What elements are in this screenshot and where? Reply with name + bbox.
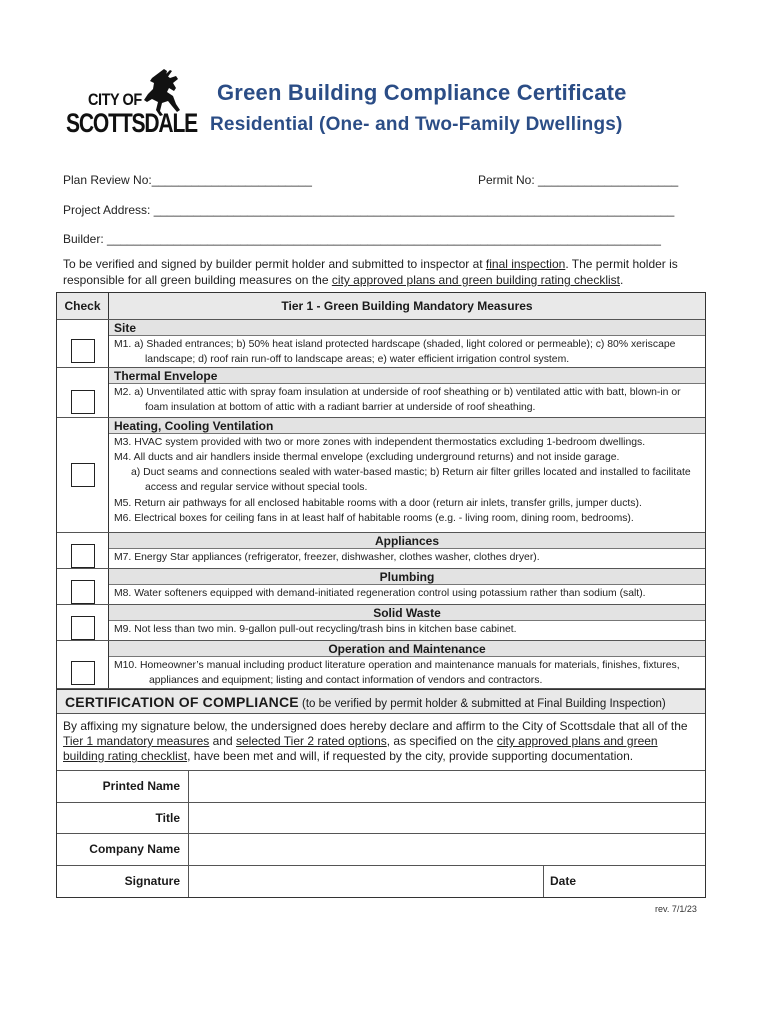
- section-hvac: [57, 418, 705, 533]
- checkbox-m2[interactable]: [71, 390, 95, 414]
- checkbox-cell: [57, 418, 109, 532]
- certification-heading: [57, 690, 705, 714]
- section-content: [109, 605, 705, 640]
- measure-m8: M8. Water softeners equipped with demand-initiated regeneration control using potassium rather than sodium (salt).: [114, 588, 646, 599]
- signature-label: Signature: [57, 866, 189, 898]
- title-input[interactable]: [189, 803, 705, 834]
- logo-city-text: CITY OF: [88, 90, 142, 109]
- cert-text-4: , have been met and will, if requested by the city, provide supporting documentation.: [187, 749, 634, 763]
- checkbox-cell: [57, 641, 109, 688]
- section-content: [109, 641, 705, 688]
- cert-approved-plans-link[interactable]: city approved plans and green building rating checklist: [63, 734, 658, 763]
- category-operation-maintenance: Operation and Maintenance: [109, 641, 705, 657]
- checkbox-cell: [57, 605, 109, 640]
- date-field[interactable]: Date: [550, 874, 577, 889]
- signature-row: [57, 866, 705, 898]
- checkbox-cell: [57, 533, 109, 568]
- section-content: [109, 320, 705, 367]
- certification-title: CERTIFICATION OF COMPLIANCE: [65, 694, 299, 710]
- printed-name-label: Printed Name: [57, 771, 189, 802]
- category-appliances: Appliances: [109, 533, 705, 549]
- certification-note: (to be verified by permit holder & submitted at Final Building Inspection): [298, 698, 666, 710]
- checkbox-m7[interactable]: [71, 544, 95, 568]
- cert-text-1: By affixing my signature below, the undersigned does hereby declare and affirm to the City of Scottsdale that all of the: [63, 719, 688, 733]
- section-content: [109, 569, 705, 604]
- section-content: [109, 368, 705, 417]
- section-thermal-envelope: [57, 368, 705, 418]
- cert-text-2: and: [209, 734, 236, 748]
- logo-name-text: SCOTTSDALE: [66, 108, 198, 138]
- intro-text-3: .: [620, 273, 624, 287]
- tier2-options-link[interactable]: selected Tier 2 rated options: [235, 734, 387, 748]
- category-site: Site: [109, 320, 705, 336]
- revision-date: rev. 7/1/23: [655, 904, 697, 914]
- checkbox-m1[interactable]: [71, 339, 95, 363]
- certification-section: [57, 689, 705, 897]
- company-name-row: [57, 834, 705, 866]
- checkbox-m9[interactable]: [71, 616, 95, 640]
- signature-grid: [57, 770, 705, 897]
- check-header: Check: [57, 293, 109, 319]
- intro-text-1: To be verified and signed by builder permit holder and submitted to inspector at: [63, 257, 486, 271]
- signature-input[interactable]: [189, 866, 544, 898]
- measure-m10: M10. Homeowner’s manual including product literature operation and maintenance manuals for materials, finishes, fixtures, appliances and equipment; listing and contact information of vendors and contractors.: [114, 660, 680, 686]
- table-header-row: [57, 293, 705, 320]
- page-subtitle: Residential (One- and Two-Family Dwellings): [210, 114, 623, 135]
- section-content: [109, 533, 705, 568]
- measure-m7: M7. Energy Star appliances (refrigerator, freezer, dishwasher, clothes washer, clothes dryer).: [114, 552, 540, 563]
- measure-m5: M5. Return air pathways for all enclosed habitable rooms with a door (return air inlets, transfer grills, jumper ducts).: [114, 498, 642, 509]
- printed-name-input[interactable]: [189, 771, 705, 802]
- permit-field[interactable]: Permit No: _____________________: [478, 173, 679, 187]
- section-content: [109, 418, 705, 532]
- approved-plans-link[interactable]: city approved plans and green building rating checklist: [331, 273, 621, 287]
- section-appliances: [57, 533, 705, 569]
- checkbox-m8[interactable]: [71, 580, 95, 604]
- title-row: [57, 803, 705, 835]
- measure-m9: M9. Not less than two min. 9-gallon pull-out recycling/trash bins in kitchen base cabinet.: [114, 624, 517, 635]
- measure-m6: M6. Electrical boxes for ceiling fans in at least half of habitable rooms (e.g. - living room, dining room, bedrooms).: [114, 513, 634, 524]
- category-thermal-envelope: Thermal Envelope: [109, 368, 705, 384]
- certification-statement: [57, 714, 705, 770]
- section-plumbing: [57, 569, 705, 605]
- title-label: Title: [57, 803, 189, 834]
- measure-m4-sub: a) Duct seams and connections sealed with water-based mastic; b) Return air filter grilles located and installed to facilitate access and regular service without special tools.: [131, 467, 691, 493]
- city-of-scottsdale-logo: [64, 68, 198, 138]
- company-name-input[interactable]: [189, 834, 705, 865]
- page-title: Green Building Compliance Certificate: [217, 80, 627, 105]
- checkbox-m3-m6[interactable]: [71, 463, 95, 487]
- intro-paragraph: [63, 256, 713, 288]
- checkbox-cell: [57, 368, 109, 417]
- category-hvac: Heating, Cooling Ventilation: [109, 418, 705, 434]
- checkbox-cell: [57, 569, 109, 604]
- measures-table: [56, 292, 706, 898]
- company-name-label: Company Name: [57, 834, 189, 865]
- intro-text-2: . The permit holder is responsible for all green building measures on the: [63, 257, 678, 287]
- checkbox-cell: [57, 320, 109, 367]
- measure-m3: M3. HVAC system provided with two or more zones with independent thermostatics excluding 1-bedroom dwellings.: [114, 437, 646, 448]
- section-solid-waste: [57, 605, 705, 641]
- measure-m2: M2. a) Unventilated attic with spray foam insulation at underside of roof sheathing or b) ventilated attic with batt, blown-in or foam insulation at bottom of attic with a radiant barrier at underside of roof sheathing.: [114, 387, 681, 413]
- printed-name-row: [57, 771, 705, 803]
- category-solid-waste: Solid Waste: [109, 605, 705, 621]
- checkbox-m10[interactable]: [71, 661, 95, 685]
- measure-m4: M4. All ducts and air handlers inside thermal envelope (excluding underground returns) and not inside garage.: [114, 452, 620, 463]
- cert-text-3: , as specified on the: [386, 734, 497, 748]
- category-plumbing: Plumbing: [109, 569, 705, 585]
- final-inspection-link[interactable]: final inspection: [485, 257, 566, 271]
- tier1-header: Tier 1 - Green Building Mandatory Measures: [281, 299, 533, 313]
- project-address-field[interactable]: Project Address: ______________________________________________________________________________: [63, 203, 675, 217]
- measure-m1: M1. a) Shaded entrances; b) 50% heat island protected hardscape (shaded, light colored or permeable); c) 80% xeriscape landscape; d) roof rain run-off to landscape areas; e) water efficient irrigation control system.: [114, 339, 676, 365]
- plan-review-field[interactable]: Plan Review No:________________________: [63, 173, 312, 187]
- section-site: [57, 320, 705, 368]
- section-operation-maintenance: [57, 641, 705, 689]
- tier1-measures-link[interactable]: Tier 1 mandatory measures: [63, 734, 210, 748]
- builder-field[interactable]: Builder: ___________________________________________________________________________________: [63, 232, 661, 246]
